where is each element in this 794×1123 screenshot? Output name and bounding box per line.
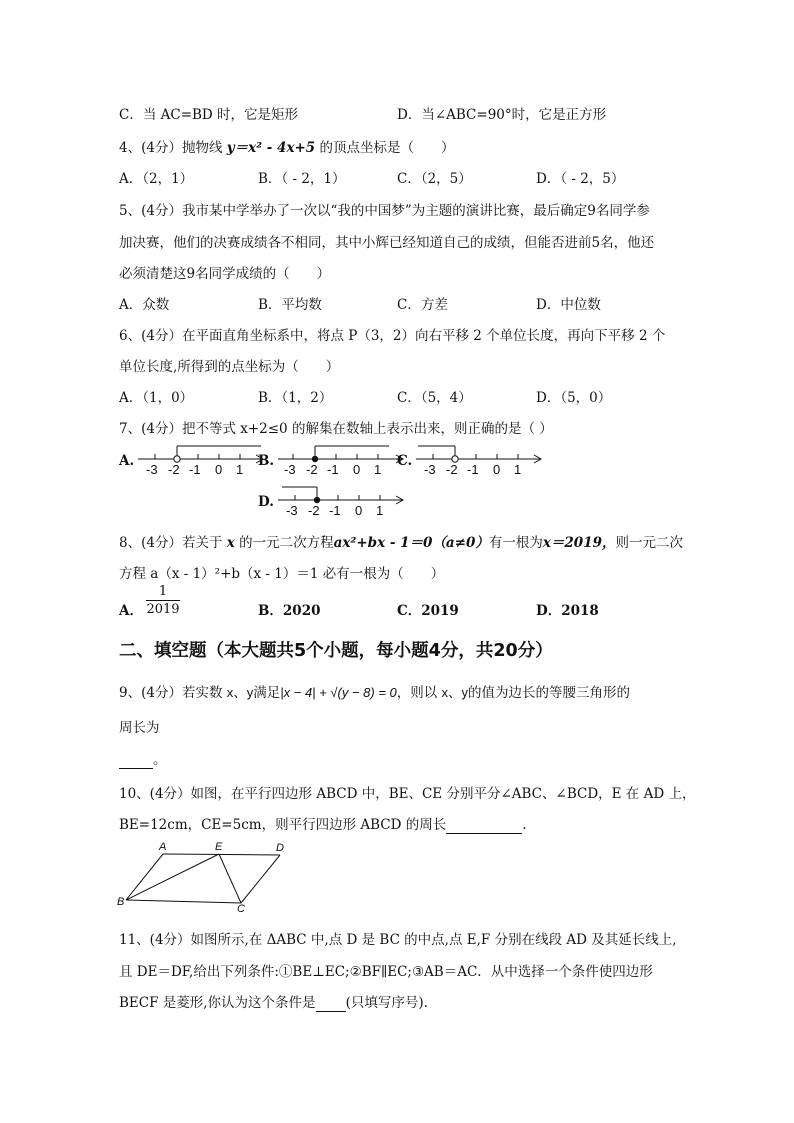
q4-option-a: A．（2，1） (119, 171, 194, 187)
q9-answer-line (119, 748, 167, 769)
q8-root: x＝2019， (542, 535, 616, 551)
q9-prefix: 9、(4分）若实数 (119, 685, 223, 701)
q9-sep-2: 、 (448, 685, 462, 701)
q7d-tick-neg1: -1 (329, 503, 341, 517)
q4-stem-prefix: 4、(4分）抛物线 (119, 140, 223, 156)
q9-var-y-2: y (461, 685, 469, 700)
q6-option-c: C．（5，4） (397, 390, 472, 406)
q7c-tick-neg2: -2 (446, 462, 458, 476)
q7c-tick-1: 1 (514, 462, 522, 476)
q10-line-2 (119, 813, 527, 834)
q10-line-2-text: BE=12cm，CE=5cm，则平行四边形 ABCD 的周长 (119, 817, 447, 833)
q6-option-b: B．（1，2） (258, 390, 333, 406)
q4-option-c: C．（2，5） (397, 171, 472, 187)
q7c-tick-neg1: -1 (467, 462, 479, 476)
q7b-tick-1: 1 (374, 462, 382, 476)
q5-line-2: 加决赛，他们的决赛成绩各不相同，其中小辉已经知道自己的成绩，但能否进前5名，他还 (119, 235, 655, 251)
q7-label-a: A. (119, 453, 135, 469)
q8-line-1 (119, 531, 683, 551)
q8-var-x: x (226, 535, 235, 551)
q7-numberline-a (136, 440, 266, 476)
q4-option-d: D．（ - 2，5） (536, 171, 625, 187)
q3-option-d: D．当∠ABC=90°时，它是正方形 (397, 107, 607, 123)
q6-line-1: 6、(4分）在平面直角坐标系中，将点 P（3，2）向右平移 2 个单位长度，再向下平移 2 个 (119, 328, 666, 344)
q9-var-x-2: x (441, 685, 449, 700)
q9-suffix-2: 的值为边长的等腰三角形的 (468, 685, 631, 701)
q7b-tick-neg1: -1 (327, 462, 339, 476)
point-b-label: B (117, 896, 125, 908)
q10-period: . (522, 817, 527, 833)
q6-option-a: A．（1，0） (119, 390, 194, 406)
q8-option-a-label: A． (119, 603, 143, 619)
q8-option-b: B．2020 (258, 603, 321, 619)
q7d-tick-neg2: -2 (308, 503, 320, 517)
q7c-tick-neg3: -3 (424, 462, 436, 476)
q8-fraction-denominator: 2019 (146, 602, 180, 617)
q7-numberline-c (414, 440, 544, 476)
q11-line-2: 且 DE＝DF,给出下列条件:①BE⊥EC;②BF∥EC;③AB＝AC．从中选择一个条件使四边形 (119, 964, 653, 980)
q9-line-1 (119, 681, 630, 701)
q9-expression: |x − 4| + √(y − 8) = 0 (280, 685, 397, 700)
point-d-label: D (276, 842, 284, 854)
q8-equation: ax²+bx - 1＝0（a≠0） (333, 535, 489, 551)
q7-numberline-b (276, 440, 406, 476)
q5-option-d: D．中位数 (536, 297, 601, 313)
q11-line-3-text: BECF 是菱形,你认为这个条件是 (119, 995, 316, 1011)
q10-line-1: 10、(4分）如图，在平行四边形 ABCD 中，BE、CE 分别平分∠ABC、∠BCD，E 在 AD 上， (119, 786, 696, 802)
q3-option-c: C．当 AC=BD 时，它是矩形 (119, 107, 299, 123)
q7a-tick-neg3: -3 (146, 462, 158, 476)
q9-sep: 、 (233, 685, 247, 701)
q9-suffix: ，则以 (396, 685, 438, 701)
q9-answer-blank[interactable] (119, 752, 153, 769)
q6-option-d: D．（5，0） (536, 390, 612, 406)
q9-var-x: x (226, 685, 234, 700)
q9-period: 。 (153, 752, 167, 768)
q11-line-3 (119, 991, 428, 1012)
q10-answer-blank[interactable] (446, 817, 522, 834)
q8-suffix: 则一元二次 (615, 535, 683, 551)
q7a-tick-neg1: -1 (189, 462, 201, 476)
q7-label-d: D. (258, 494, 274, 510)
q7b-tick-neg2: -2 (306, 462, 318, 476)
q4-stem-suffix: 的顶点坐标是（ ） (319, 140, 455, 156)
q9-var-y: y (246, 685, 254, 700)
q7-label-c: C. (397, 453, 413, 469)
section-heading: 二、填空题（本大题共5个小题，每小题4分，共20分） (119, 641, 553, 661)
q7d-tick-0: 0 (355, 503, 363, 517)
q5-line-1: 5、(4分）我市某中学举办了一次以“我的中国梦”为主题的演讲比赛，最后确定9名同学参 (119, 203, 650, 219)
q11-answer-blank[interactable] (316, 995, 346, 1012)
q7d-tick-1: 1 (376, 503, 384, 517)
q8-prefix: 8、(4分）若关于 (119, 535, 223, 551)
q11-line-1: 11、(4分）如图所示,在 ΔABC 中,点 D 是 BC 的中点,点 E,F 分别在线段 AD 及其延长线上, (119, 932, 677, 948)
q7a-tick-0: 0 (215, 462, 223, 476)
q5-option-a: A．众数 (119, 297, 170, 313)
q7b-tick-neg3: -3 (284, 462, 296, 476)
q9-mid: 满足 (253, 685, 281, 701)
q7a-tick-neg2: -2 (168, 462, 180, 476)
point-c-label: C (237, 903, 245, 914)
q8-line-2: 方程 a（x - 1）²+b（x - 1）＝1 必有一根为（ ） (119, 566, 445, 582)
q7-label-b: B. (258, 453, 275, 469)
q4-stem (119, 136, 455, 156)
q8-mid: 的一元二次方程 (239, 535, 334, 551)
q8-option-d: D．2018 (536, 603, 599, 619)
q7d-tick-neg3: -3 (286, 503, 298, 517)
q5-option-c: C．方差 (397, 297, 448, 313)
q9-line-2: 周长为 (119, 720, 160, 736)
q8-option-c: C．2019 (397, 603, 459, 619)
q8-fraction-numerator: 1 (158, 584, 168, 599)
q7b-tick-0: 0 (353, 462, 361, 476)
q4-formula: y＝x² - 4x+5 (226, 140, 316, 156)
q5-option-b: B．平均数 (258, 297, 322, 313)
q8-mid2: 有一根为 (488, 535, 543, 551)
q8-option-a-fraction (146, 584, 180, 617)
q7a-tick-1: 1 (236, 462, 244, 476)
q4-option-b: B．（ - 2，1） (258, 171, 346, 187)
q8-fraction-bar (146, 600, 180, 601)
q7c-tick-0: 0 (493, 462, 501, 476)
q11-line-3-tail: (只填写序号). (345, 995, 428, 1011)
q7-stem: 7、(4分）把不等式 x+2≤0 的解集在数轴上表示出来，则正确的是（ ） (119, 421, 553, 437)
q6-line-2: 单位长度,所得到的点坐标为（ ） (119, 359, 340, 375)
q7-numberline-d (276, 481, 406, 517)
q10-parallelogram-figure (116, 838, 296, 914)
point-e-label: E (215, 841, 223, 853)
point-a-label: A (159, 841, 167, 853)
q5-line-3: 必须清楚这9名同学成绩的（ ） (119, 266, 331, 282)
